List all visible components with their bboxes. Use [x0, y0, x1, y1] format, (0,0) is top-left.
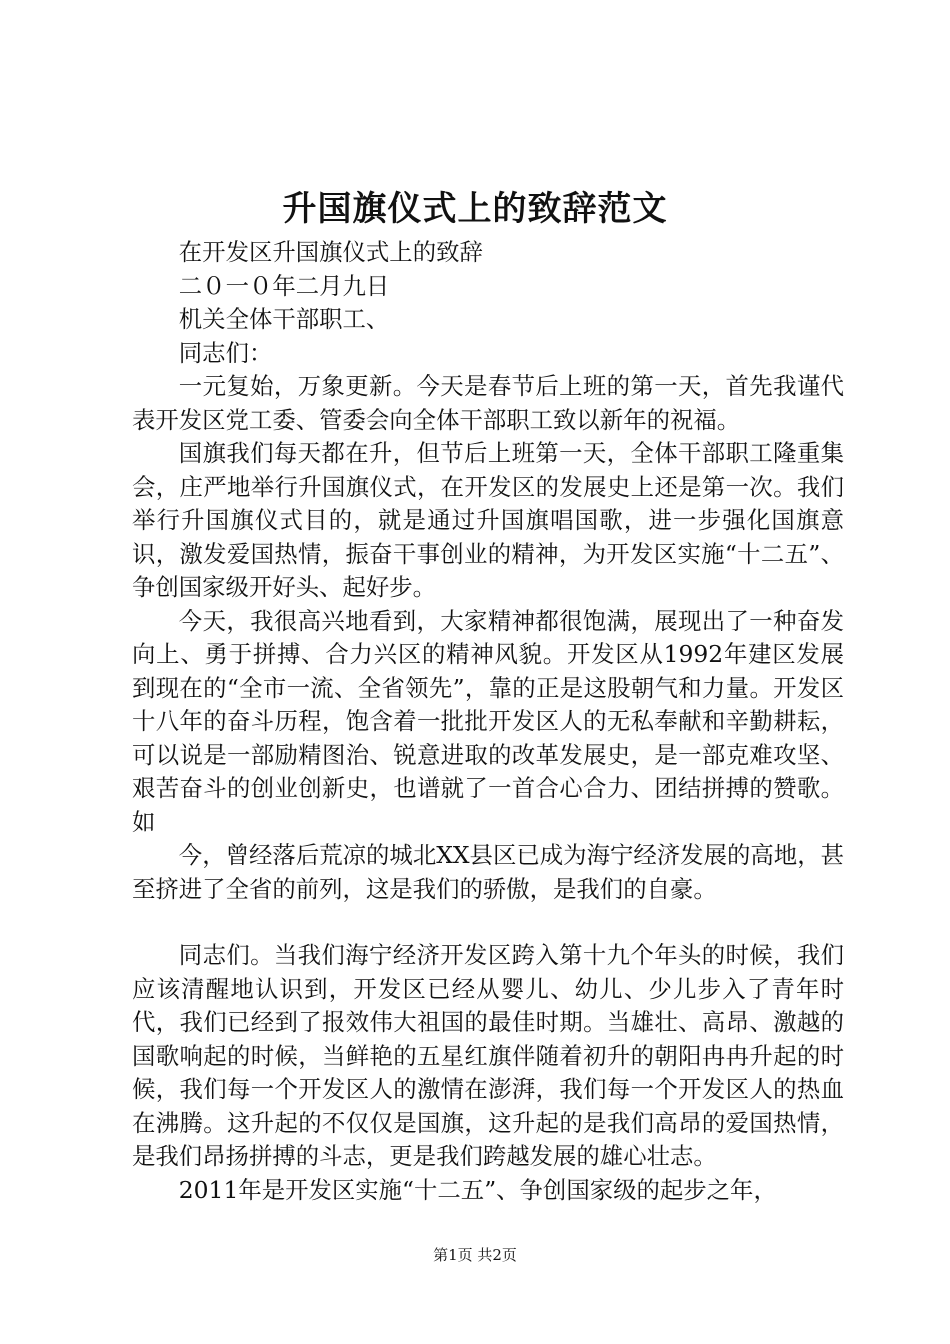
paragraph-spirit: 今天，我很高兴地看到，大家精神都很饱满，展现出了一种奋发向上、勇于拼搏、合力兴区的精神风貌。开发区从1992年建区发展到现在的“全市一流、全省领先”，靠的正是这股朝气和力量。开发区十八年的奋斗历程，饱含着一批批开发区人的无私奉献和辛勤耕耘，可以说是一部励精图治、锐意进取的改革发展史，是一部克难攻坚、艰苦奋斗的创业创新史，也谱就了一首合心合力、团结拼搏的赞歌。如	[132, 606, 844, 836]
paragraph-heading-line: 在开发区升国旗仪式上的致辞	[178, 238, 483, 266]
document-body	[132, 236, 844, 1207]
paragraph-date: 二０一０年二月九日	[178, 271, 390, 300]
paragraph-2011: 2011年是开发区实施“十二五”、争创国家级的起步之年，	[178, 1175, 777, 1204]
paragraph-salutation: 同志们：	[178, 338, 273, 367]
paragraph-greeting: 一元复始，万象更新。今天是春节后上班的第一天，首先我谨代表开发区党工委、管委会向全体干部职工致以新年的祝福。	[132, 372, 844, 434]
page-footer: 第1页 共2页	[433, 1246, 517, 1264]
paragraph-pride: 今，曾经落后荒凉的城北XX县区已成为海宁经济发展的高地，甚至挤进了全省的前列，这是我们的骄傲，是我们的自豪。	[132, 841, 844, 903]
document-title: 升国旗仪式上的致辞范文	[282, 189, 668, 229]
paragraph-flag-ceremony: 国旗我们每天都在升，但节后上班第一天，全体干部职工隆重集会，庄严地举行升国旗仪式，在开发区的发展史上还是第一次。我们举行升国旗仪式目的，就是通过升国旗唱国歌，进一步强化国旗意识，激发爱国热情，振奋干事创业的精神，为开发区实施“十二五”、争创国家级开好头、起好步。	[132, 439, 844, 601]
paragraph-comrades: 同志们。当我们海宁经济开发区跨入第十九个年头的时候，我们应该清醒地认识到，开发区已经从婴儿、幼儿、少儿步入了青年时代，我们已经到了报效伟大祖国的最佳时期。当雄壮、高昂、激越的国歌响起的时候，当鲜艳的五星红旗伴随着初升的朝阳冉冉升起的时候，我们每一个开发区人的激情在澎湃，我们每一个开发区人的热血在沸腾。这升起的不仅仅是国旗，这升起的是我们高昂的爱国热情，是我们昂扬拼搏的斗志，更是我们跨越发展的雄心壮志。	[132, 941, 844, 1170]
paragraph-addressee: 机关全体干部职工、	[178, 305, 390, 333]
